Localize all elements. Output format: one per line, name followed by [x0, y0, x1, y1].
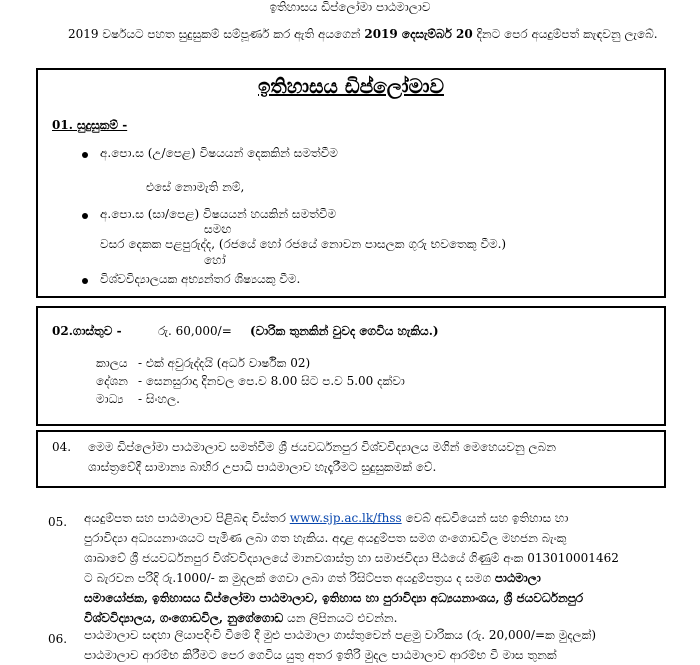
- eligibility-box: [36, 430, 666, 488]
- medium-value: - සිංහල.: [138, 392, 180, 406]
- intro-paragraph: [68, 24, 668, 44]
- fee-label: 02.ගාස්තුව -: [52, 324, 122, 338]
- page-title: ඉතිහාසය ඩිප්ලෝමා පාඨමාලාව: [269, 0, 431, 14]
- item-number: 04.: [52, 440, 72, 454]
- website-link[interactable]: www.sjp.ac.lk/fhss: [289, 511, 402, 525]
- registration-line-1: පාඨමාලාව සඳහා ලියාපදිංචි වීමේ දී මුළු පාඨමාලා ගාස්තුවෙන් පළමු වාරිකය (රු. 20,000/=ක මුදලක්): [84, 628, 597, 642]
- qualifications-box: [36, 68, 666, 298]
- qualification-or-not: එසේ නොමැති නම්,: [146, 180, 245, 194]
- eligibility-line-2: ශාස්ත්‍රවේදී සාමාන්‍ය බාහිර උපාධි පාඨමාලාව හැදෑරීමට සුදුසුකමක් වේ.: [88, 460, 437, 474]
- qualifications-title: 01. සුදුසුකම් -: [52, 118, 128, 132]
- details-line-5: සමායෝජක, ඉතිහාසය ඩිප්ලෝමා පාඨමාලාව, ඉතිහාස හා පුරාවිද්‍යා අධ්‍යයනාංශය, ශ්‍රී ජයවර්ධනපුර: [84, 591, 584, 605]
- duration-value: - එක් අවුරුද්දයි (අර්ධ වාර්ෂික 02): [138, 356, 311, 370]
- qualification-experience: වසර දෙකක පළපුරුද්ද, (රජයේ හෝ රජයේ නොවන පාසලක ගුරු භවතෙකු වීම.): [100, 237, 507, 251]
- fee-amount: රු. 60,000/=: [158, 324, 232, 338]
- details-line-4b: පාඨමාලා: [494, 571, 541, 585]
- qualification-al: අ.පො.ස (උ/පෙළ) විෂයයන් දෙකකින් සමත්වීම: [100, 146, 338, 160]
- duration-label: කාලය: [96, 356, 128, 370]
- qualification-or: හෝ: [204, 253, 226, 267]
- application-details: [84, 508, 674, 628]
- fee-note: (වාරික තුනකින් වුවද ගෙවිය හැකිය.): [250, 324, 439, 338]
- intro-tail: දිනට පෙර අයදුම්පත් කැඳවනු ලැබේ.: [472, 27, 658, 41]
- details-line-3: ශාඛාවේ ශ්‍රී ජයවර්ධනපුර විශ්වවිද්‍යාලයේ මානවශාස්ත්‍ර හා සමාජවිද්‍යා පීඨයේ ගිණුම් අංක 013010001462: [84, 551, 619, 565]
- details-line-1b: වෙබ් අඩවියෙන් සහ ඉතිහාස හා: [401, 511, 569, 525]
- item-number: 06.: [48, 632, 68, 646]
- registration-line-2: පාඨමාලාව ආරම්භ කිරීමට පෙර ගෙවිය යුතු අතර ඉතිරි මුදල පාඨමාලාව ආරම්භ වී මාස තුනක්: [84, 648, 557, 662]
- intro-lead: 2019 වර්ෂයට පහත සුදුසුකම් සම්පූර්ණ කර ඇති අයගෙන්: [68, 27, 365, 41]
- bullet-dot-icon: [82, 278, 88, 284]
- details-line-6a: විශ්වවිද්‍යාලය, ගංගොඩවිල, නුගේගොඩ: [84, 611, 284, 625]
- fee-box: [36, 306, 666, 426]
- bullet-dot-icon: [82, 152, 88, 158]
- intro-deadline: 2019 දෙසැම්බර් 20: [364, 27, 473, 41]
- lectures-label: දේශන: [96, 374, 128, 388]
- details-line-4a: ට බැරවන පරිදි රු.1000/- ක මුදලක් ගෙවා ලබා ගත් රිසිට්පත අයදුම්පත්‍රය ද සමග: [84, 571, 495, 585]
- details-line-2: පුරාවිද්‍යා අධ්‍යයනාංශයට පැමිණ ලබා ගත හැකිය. අදාළ අයදුම්පත සමග ගංගොඩවිල මහජන බැංකු: [84, 531, 567, 545]
- details-line-6b: යන ලිපිනයට එවන්න.: [283, 611, 398, 625]
- qualification-internal-student: විශ්වවිද්‍යාලයක අභ්‍යන්තර ශිෂ්‍යයකු වීම.: [100, 272, 301, 286]
- qualification-with: සමඟ: [204, 222, 232, 236]
- bullet-dot-icon: [82, 213, 88, 219]
- eligibility-line-1: මෙම ඩිප්ලෝමා පාඨමාලාව සමත්වීම ශ්‍රී ජයවර්ධනපුර විශ්වවිද්‍යාලය මගින් මෙහෙයවනු ලබන: [88, 440, 556, 454]
- medium-label: මාධ්‍ය: [96, 392, 124, 406]
- qualification-ol: අ.පො.ස (සා/පෙළ) විෂයයන් හයකින් සමත්වීම: [100, 207, 337, 221]
- diploma-heading: ඉතිහාසය ඩිප්ලෝමාව: [258, 74, 444, 98]
- lectures-value: - සෙනසුරාදා දිනවල පෙ.ව 8.00 සිට ප.ව 5.00 දක්වා: [138, 374, 405, 388]
- details-line-1a: අයදුම්පත සහ පාඨමාලාව පිළිබඳ විස්තර: [84, 511, 290, 525]
- registration-details: [84, 625, 674, 665]
- item-number: 05.: [48, 515, 68, 529]
